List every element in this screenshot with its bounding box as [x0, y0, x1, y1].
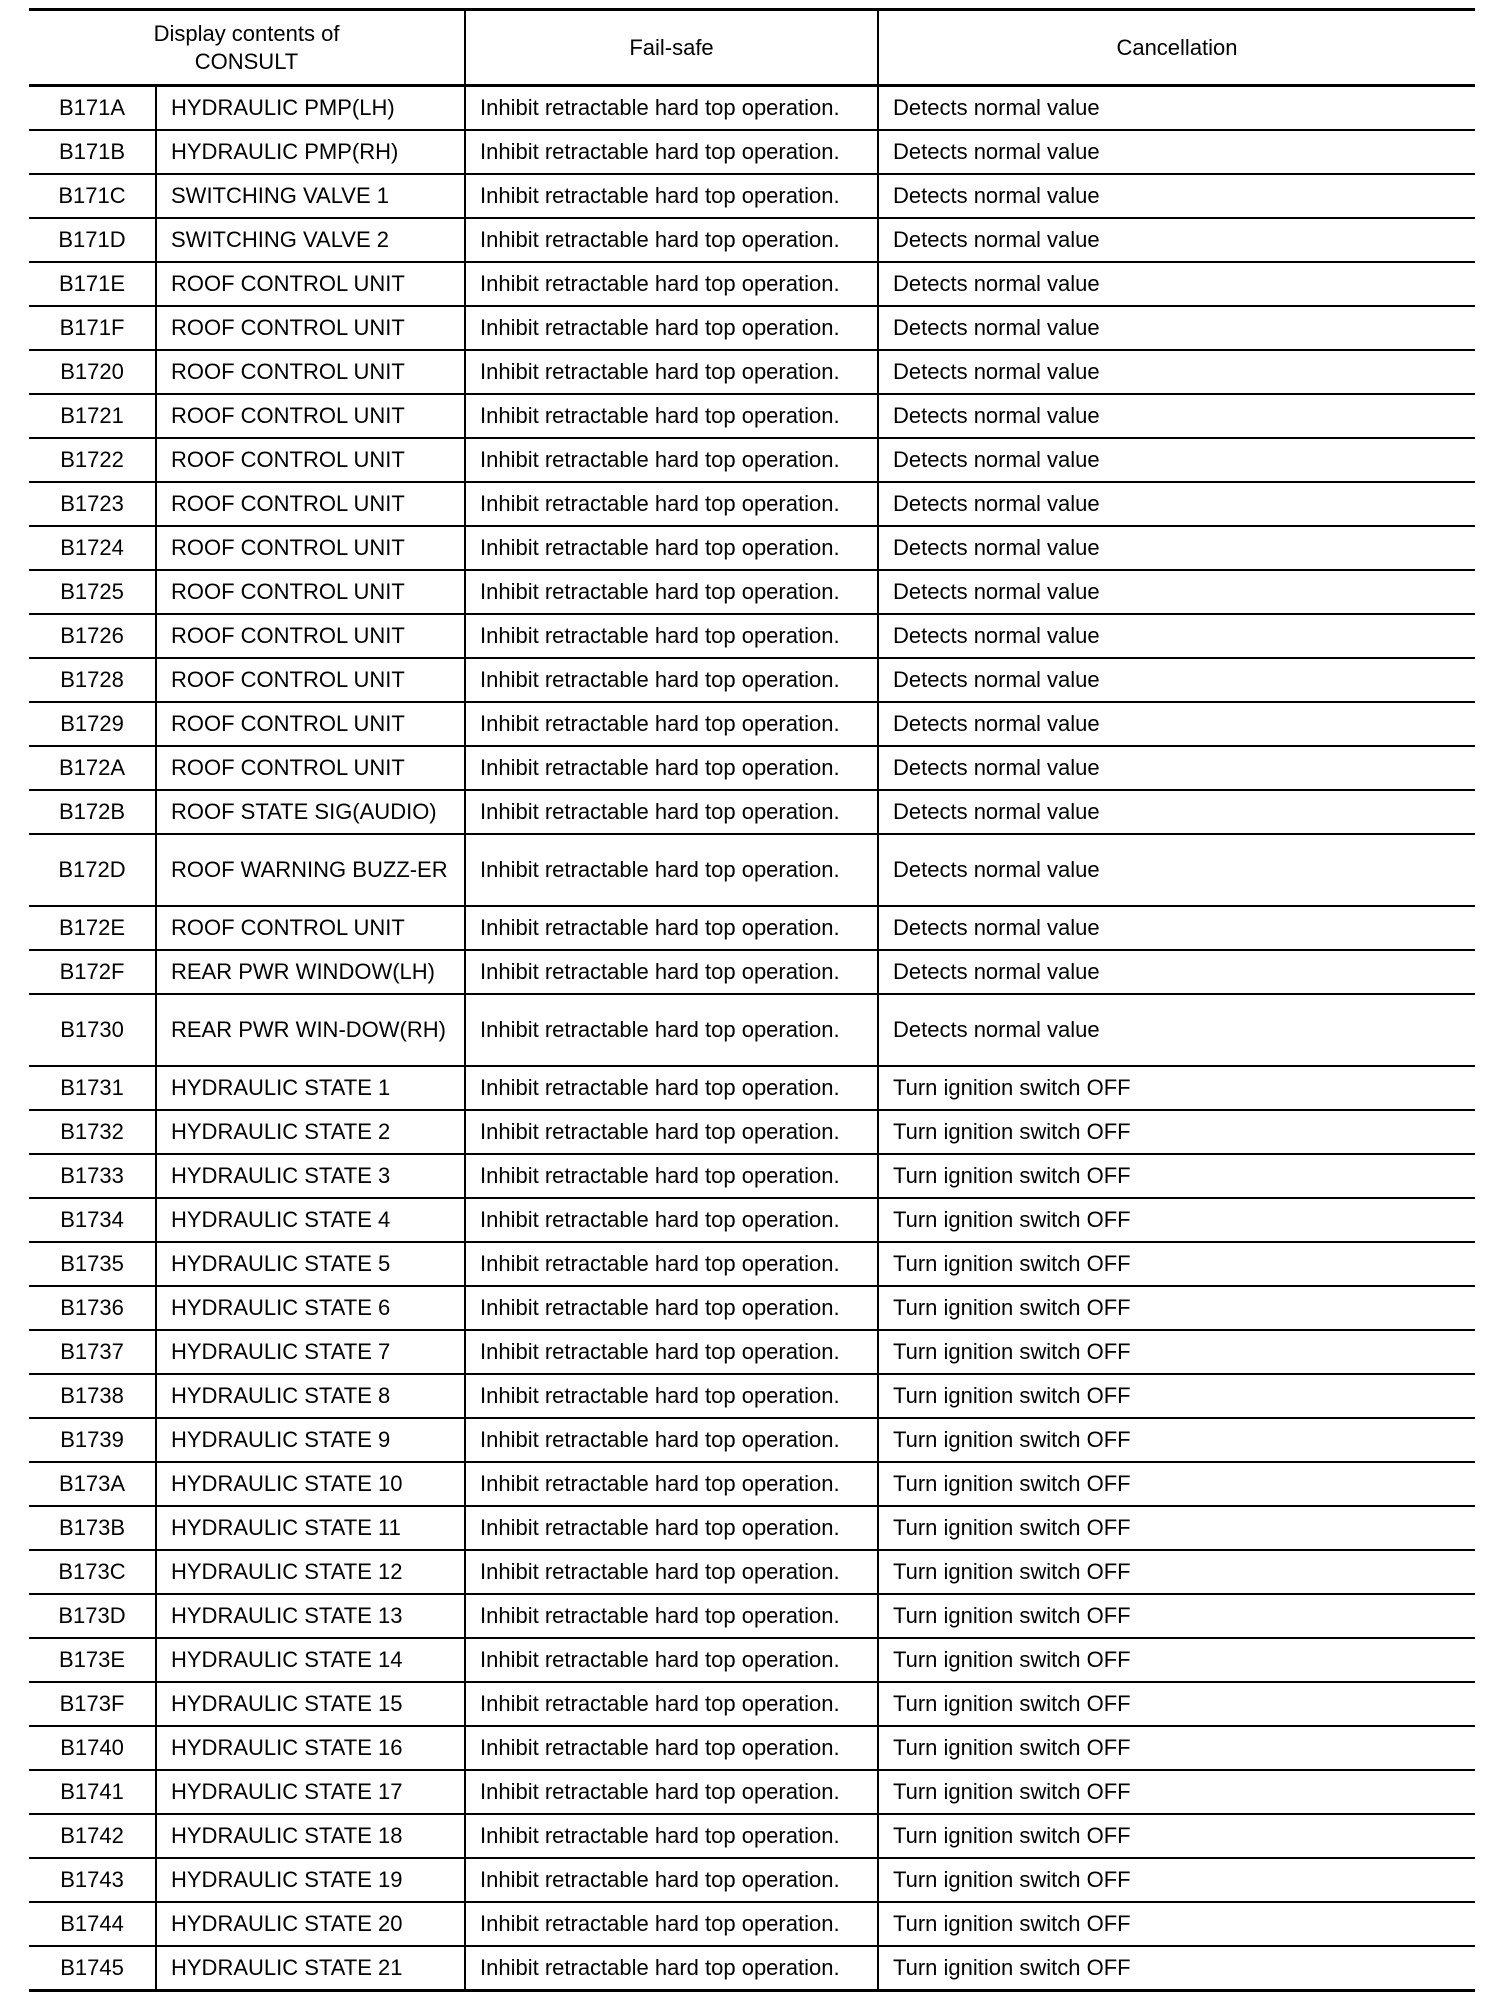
cancellation-cell: Detects normal value — [878, 658, 1475, 702]
failsafe-cell: Inhibit retractable hard top operation. — [465, 438, 878, 482]
table-row — [29, 746, 1475, 790]
table-row — [29, 130, 1475, 174]
dtc-code-cell: B171B — [29, 130, 156, 174]
cancellation-cell: Turn ignition switch OFF — [878, 1506, 1475, 1550]
dtc-code-cell: B1739 — [29, 1418, 156, 1462]
consult-display-cell: HYDRAULIC STATE 9 — [156, 1418, 465, 1462]
cancellation-cell: Detects normal value — [878, 906, 1475, 950]
failsafe-cell: Inhibit retractable hard top operation. — [465, 1946, 878, 1991]
failsafe-cell: Inhibit retractable hard top operation. — [465, 86, 878, 131]
consult-display-cell: SWITCHING VALVE 2 — [156, 218, 465, 262]
failsafe-cell: Inhibit retractable hard top operation. — [465, 1726, 878, 1770]
failsafe-cell: Inhibit retractable hard top operation. — [465, 1814, 878, 1858]
dtc-failsafe-table — [29, 8, 1475, 1992]
table-row — [29, 1418, 1475, 1462]
dtc-code-cell: B1721 — [29, 394, 156, 438]
failsafe-cell: Inhibit retractable hard top operation. — [465, 1374, 878, 1418]
table-row — [29, 1726, 1475, 1770]
consult-display-cell: ROOF WARNING BUZZ-ER — [156, 834, 465, 906]
dtc-code-cell: B1734 — [29, 1198, 156, 1242]
table-body — [29, 86, 1475, 1991]
consult-display-cell: HYDRAULIC STATE 2 — [156, 1110, 465, 1154]
failsafe-cell: Inhibit retractable hard top operation. — [465, 1506, 878, 1550]
consult-display-cell: HYDRAULIC STATE 11 — [156, 1506, 465, 1550]
consult-display-cell: HYDRAULIC PMP(LH) — [156, 86, 465, 131]
failsafe-cell: Inhibit retractable hard top operation. — [465, 526, 878, 570]
table-row — [29, 790, 1475, 834]
header-display-contents — [29, 10, 465, 86]
dtc-code-cell: B173B — [29, 1506, 156, 1550]
consult-display-cell: HYDRAULIC STATE 5 — [156, 1242, 465, 1286]
consult-display-cell: HYDRAULIC STATE 21 — [156, 1946, 465, 1991]
consult-display-cell: ROOF CONTROL UNIT — [156, 658, 465, 702]
dtc-code-cell: B171E — [29, 262, 156, 306]
cancellation-cell: Detects normal value — [878, 262, 1475, 306]
table-row — [29, 1506, 1475, 1550]
cancellation-cell: Detects normal value — [878, 438, 1475, 482]
dtc-code-cell: B171A — [29, 86, 156, 131]
cancellation-cell: Detects normal value — [878, 614, 1475, 658]
cancellation-cell: Detects normal value — [878, 994, 1475, 1066]
table-row — [29, 174, 1475, 218]
dtc-code-cell: B173E — [29, 1638, 156, 1682]
consult-display-cell: HYDRAULIC STATE 15 — [156, 1682, 465, 1726]
dtc-code-cell: B173C — [29, 1550, 156, 1594]
dtc-code-cell: B172E — [29, 906, 156, 950]
cancellation-cell: Turn ignition switch OFF — [878, 1418, 1475, 1462]
failsafe-cell: Inhibit retractable hard top operation. — [465, 306, 878, 350]
cancellation-cell: Turn ignition switch OFF — [878, 1946, 1475, 1991]
header-failsafe: Fail-safe — [465, 10, 878, 86]
table-row — [29, 526, 1475, 570]
consult-display-cell: HYDRAULIC STATE 10 — [156, 1462, 465, 1506]
failsafe-cell: Inhibit retractable hard top operation. — [465, 950, 878, 994]
table-row — [29, 702, 1475, 746]
consult-display-cell: ROOF CONTROL UNIT — [156, 438, 465, 482]
failsafe-cell: Inhibit retractable hard top operation. — [465, 218, 878, 262]
cancellation-cell: Detects normal value — [878, 350, 1475, 394]
dtc-code-cell: B1745 — [29, 1946, 156, 1991]
table-row — [29, 1154, 1475, 1198]
cancellation-cell: Turn ignition switch OFF — [878, 1242, 1475, 1286]
table-row — [29, 1110, 1475, 1154]
failsafe-cell: Inhibit retractable hard top operation. — [465, 570, 878, 614]
table-row — [29, 438, 1475, 482]
table-row — [29, 1374, 1475, 1418]
consult-display-cell: REAR PWR WIN-DOW(RH) — [156, 994, 465, 1066]
failsafe-cell: Inhibit retractable hard top operation. — [465, 658, 878, 702]
table-row — [29, 1814, 1475, 1858]
consult-display-cell: HYDRAULIC PMP(RH) — [156, 130, 465, 174]
table-row — [29, 1946, 1475, 1991]
cancellation-cell: Turn ignition switch OFF — [878, 1682, 1475, 1726]
dtc-code-cell: B171D — [29, 218, 156, 262]
dtc-code-cell: B1740 — [29, 1726, 156, 1770]
cancellation-cell: Turn ignition switch OFF — [878, 1638, 1475, 1682]
failsafe-cell: Inhibit retractable hard top operation. — [465, 1902, 878, 1946]
cancellation-cell: Turn ignition switch OFF — [878, 1198, 1475, 1242]
failsafe-cell: Inhibit retractable hard top operation. — [465, 702, 878, 746]
table-row — [29, 350, 1475, 394]
consult-display-cell: HYDRAULIC STATE 16 — [156, 1726, 465, 1770]
table-row — [29, 1770, 1475, 1814]
dtc-code-cell: B1733 — [29, 1154, 156, 1198]
failsafe-cell: Inhibit retractable hard top operation. — [465, 1462, 878, 1506]
cancellation-cell: Turn ignition switch OFF — [878, 1330, 1475, 1374]
dtc-code-cell: B173F — [29, 1682, 156, 1726]
dtc-code-cell: B172B — [29, 790, 156, 834]
header-row — [29, 10, 1475, 86]
cancellation-cell: Detects normal value — [878, 790, 1475, 834]
table-row — [29, 1902, 1475, 1946]
consult-display-cell: HYDRAULIC STATE 13 — [156, 1594, 465, 1638]
failsafe-cell: Inhibit retractable hard top operation. — [465, 1594, 878, 1638]
consult-display-cell: ROOF CONTROL UNIT — [156, 746, 465, 790]
table-row — [29, 86, 1475, 131]
cancellation-cell: Turn ignition switch OFF — [878, 1814, 1475, 1858]
failsafe-cell: Inhibit retractable hard top operation. — [465, 994, 878, 1066]
dtc-code-cell: B1738 — [29, 1374, 156, 1418]
table-row — [29, 1198, 1475, 1242]
cancellation-cell: Detects normal value — [878, 570, 1475, 614]
cancellation-cell: Turn ignition switch OFF — [878, 1066, 1475, 1110]
table-row — [29, 1858, 1475, 1902]
failsafe-cell: Inhibit retractable hard top operation. — [465, 350, 878, 394]
dtc-code-cell: B173A — [29, 1462, 156, 1506]
cancellation-cell: Detects normal value — [878, 130, 1475, 174]
dtc-code-cell: B1720 — [29, 350, 156, 394]
cancellation-cell: Detects normal value — [878, 702, 1475, 746]
cancellation-cell: Detects normal value — [878, 306, 1475, 350]
cancellation-cell: Detects normal value — [878, 174, 1475, 218]
consult-display-cell: HYDRAULIC STATE 12 — [156, 1550, 465, 1594]
table-row — [29, 570, 1475, 614]
cancellation-cell: Detects normal value — [878, 218, 1475, 262]
cancellation-cell: Turn ignition switch OFF — [878, 1770, 1475, 1814]
header-display-line1: Display contents of — [153, 20, 340, 46]
table-row — [29, 482, 1475, 526]
consult-display-cell: ROOF CONTROL UNIT — [156, 702, 465, 746]
table-row — [29, 658, 1475, 702]
consult-display-cell: HYDRAULIC STATE 19 — [156, 1858, 465, 1902]
dtc-code-cell: B1724 — [29, 526, 156, 570]
failsafe-cell: Inhibit retractable hard top operation. — [465, 1638, 878, 1682]
dtc-code-cell: B1725 — [29, 570, 156, 614]
cancellation-cell: Turn ignition switch OFF — [878, 1858, 1475, 1902]
consult-display-cell: HYDRAULIC STATE 8 — [156, 1374, 465, 1418]
cancellation-cell: Detects normal value — [878, 526, 1475, 570]
table-header — [29, 10, 1475, 86]
table-row — [29, 218, 1475, 262]
failsafe-cell: Inhibit retractable hard top operation. — [465, 614, 878, 658]
dtc-code-cell: B1735 — [29, 1242, 156, 1286]
cancellation-cell: Turn ignition switch OFF — [878, 1462, 1475, 1506]
consult-display-cell: SWITCHING VALVE 1 — [156, 174, 465, 218]
dtc-code-cell: B1741 — [29, 1770, 156, 1814]
table-row — [29, 1242, 1475, 1286]
consult-display-cell: ROOF CONTROL UNIT — [156, 614, 465, 658]
dtc-code-cell: B1729 — [29, 702, 156, 746]
failsafe-cell: Inhibit retractable hard top operation. — [465, 1330, 878, 1374]
cancellation-cell: Turn ignition switch OFF — [878, 1594, 1475, 1638]
cancellation-cell: Turn ignition switch OFF — [878, 1550, 1475, 1594]
cancellation-cell: Detects normal value — [878, 482, 1475, 526]
table-row — [29, 614, 1475, 658]
table-row — [29, 950, 1475, 994]
table-row — [29, 262, 1475, 306]
table-row — [29, 306, 1475, 350]
cancellation-cell: Detects normal value — [878, 746, 1475, 790]
dtc-code-cell: B1730 — [29, 994, 156, 1066]
dtc-code-cell: B171C — [29, 174, 156, 218]
failsafe-cell: Inhibit retractable hard top operation. — [465, 1682, 878, 1726]
table-row — [29, 1330, 1475, 1374]
table-row — [29, 394, 1475, 438]
failsafe-cell: Inhibit retractable hard top operation. — [465, 1286, 878, 1330]
failsafe-cell: Inhibit retractable hard top operation. — [465, 906, 878, 950]
dtc-code-cell: B1743 — [29, 1858, 156, 1902]
consult-display-cell: ROOF CONTROL UNIT — [156, 570, 465, 614]
dtc-code-cell: B172F — [29, 950, 156, 994]
dtc-code-cell: B1732 — [29, 1110, 156, 1154]
consult-display-cell: ROOF CONTROL UNIT — [156, 350, 465, 394]
table-row — [29, 834, 1475, 906]
dtc-code-cell: B1737 — [29, 1330, 156, 1374]
failsafe-cell: Inhibit retractable hard top operation. — [465, 1550, 878, 1594]
table-row — [29, 1550, 1475, 1594]
failsafe-cell: Inhibit retractable hard top operation. — [465, 262, 878, 306]
header-cancellation: Cancellation — [878, 10, 1475, 86]
failsafe-cell: Inhibit retractable hard top operation. — [465, 1198, 878, 1242]
dtc-code-cell: B1742 — [29, 1814, 156, 1858]
failsafe-cell: Inhibit retractable hard top operation. — [465, 1858, 878, 1902]
failsafe-cell: Inhibit retractable hard top operation. — [465, 1242, 878, 1286]
header-display-line2: CONSULT — [194, 48, 299, 74]
table-row — [29, 1286, 1475, 1330]
consult-display-cell: REAR PWR WINDOW(LH) — [156, 950, 465, 994]
failsafe-cell: Inhibit retractable hard top operation. — [465, 174, 878, 218]
consult-display-cell: HYDRAULIC STATE 18 — [156, 1814, 465, 1858]
consult-display-cell: ROOF CONTROL UNIT — [156, 394, 465, 438]
failsafe-cell: Inhibit retractable hard top operation. — [465, 1154, 878, 1198]
consult-display-cell: ROOF CONTROL UNIT — [156, 262, 465, 306]
consult-display-cell: HYDRAULIC STATE 20 — [156, 1902, 465, 1946]
table-row — [29, 1682, 1475, 1726]
consult-display-cell: HYDRAULIC STATE 7 — [156, 1330, 465, 1374]
dtc-code-cell: B1744 — [29, 1902, 156, 1946]
failsafe-cell: Inhibit retractable hard top operation. — [465, 1110, 878, 1154]
dtc-code-cell: B1722 — [29, 438, 156, 482]
consult-display-cell: ROOF CONTROL UNIT — [156, 906, 465, 950]
cancellation-cell: Turn ignition switch OFF — [878, 1286, 1475, 1330]
consult-display-cell: HYDRAULIC STATE 3 — [156, 1154, 465, 1198]
dtc-code-cell: B172D — [29, 834, 156, 906]
cancellation-cell: Turn ignition switch OFF — [878, 1902, 1475, 1946]
dtc-code-cell: B173D — [29, 1594, 156, 1638]
dtc-code-cell: B172A — [29, 746, 156, 790]
table-row — [29, 906, 1475, 950]
cancellation-cell: Detects normal value — [878, 394, 1475, 438]
dtc-code-cell: B1731 — [29, 1066, 156, 1110]
table-row — [29, 1638, 1475, 1682]
failsafe-cell: Inhibit retractable hard top operation. — [465, 1066, 878, 1110]
cancellation-cell: Turn ignition switch OFF — [878, 1374, 1475, 1418]
cancellation-cell: Detects normal value — [878, 950, 1475, 994]
consult-display-cell: ROOF CONTROL UNIT — [156, 482, 465, 526]
table-row — [29, 1066, 1475, 1110]
dtc-code-cell: B1726 — [29, 614, 156, 658]
failsafe-cell: Inhibit retractable hard top operation. — [465, 394, 878, 438]
failsafe-cell: Inhibit retractable hard top operation. — [465, 746, 878, 790]
cancellation-cell: Turn ignition switch OFF — [878, 1110, 1475, 1154]
consult-display-cell: ROOF STATE SIG(AUDIO) — [156, 790, 465, 834]
table-row — [29, 1462, 1475, 1506]
consult-display-cell: ROOF CONTROL UNIT — [156, 306, 465, 350]
cancellation-cell: Detects normal value — [878, 834, 1475, 906]
failsafe-cell: Inhibit retractable hard top operation. — [465, 482, 878, 526]
dtc-code-cell: B1723 — [29, 482, 156, 526]
cancellation-cell: Detects normal value — [878, 86, 1475, 131]
consult-display-cell: HYDRAULIC STATE 4 — [156, 1198, 465, 1242]
failsafe-cell: Inhibit retractable hard top operation. — [465, 130, 878, 174]
table-row — [29, 994, 1475, 1066]
dtc-code-cell: B1728 — [29, 658, 156, 702]
dtc-code-cell: B1736 — [29, 1286, 156, 1330]
dtc-code-cell: B171F — [29, 306, 156, 350]
cancellation-cell: Turn ignition switch OFF — [878, 1154, 1475, 1198]
failsafe-cell: Inhibit retractable hard top operation. — [465, 834, 878, 906]
consult-display-cell: HYDRAULIC STATE 17 — [156, 1770, 465, 1814]
consult-display-cell: ROOF CONTROL UNIT — [156, 526, 465, 570]
consult-display-cell: HYDRAULIC STATE 14 — [156, 1638, 465, 1682]
consult-display-cell: HYDRAULIC STATE 1 — [156, 1066, 465, 1110]
failsafe-cell: Inhibit retractable hard top operation. — [465, 1418, 878, 1462]
cancellation-cell: Turn ignition switch OFF — [878, 1726, 1475, 1770]
table-row — [29, 1594, 1475, 1638]
consult-display-cell: HYDRAULIC STATE 6 — [156, 1286, 465, 1330]
failsafe-cell: Inhibit retractable hard top operation. — [465, 790, 878, 834]
failsafe-cell: Inhibit retractable hard top operation. — [465, 1770, 878, 1814]
